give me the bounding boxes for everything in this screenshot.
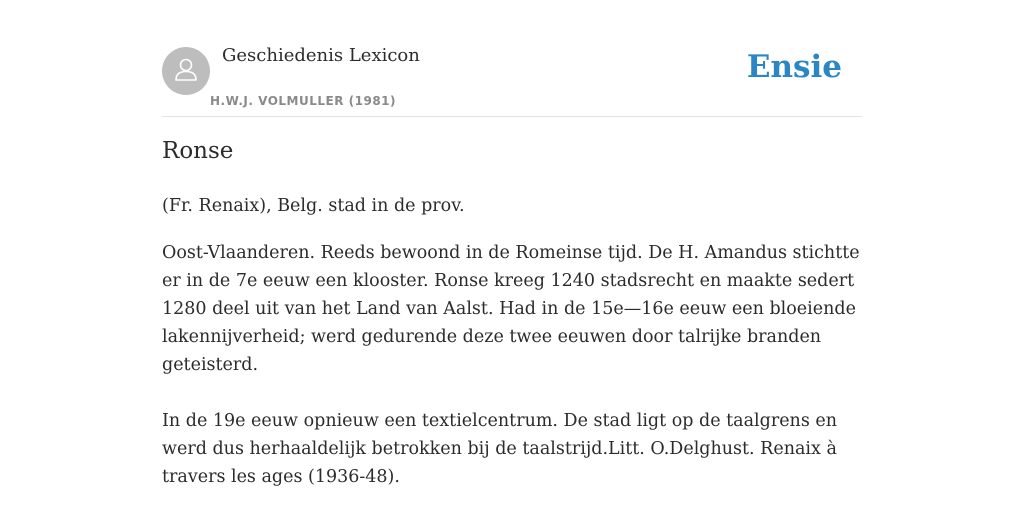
entry-title: Ronse	[162, 138, 234, 164]
ensie-logo-link[interactable]: Ensie	[746, 49, 842, 85]
avatar[interactable]	[162, 47, 210, 95]
user-silhouette-icon	[172, 55, 200, 87]
source-title[interactable]: Geschiedenis Lexicon	[222, 45, 420, 66]
source-header	[162, 0, 862, 117]
entry-page	[162, 0, 862, 487]
entry-paragraph-lead: (Fr. Renaix), Belg. stad in de prov.	[162, 196, 465, 216]
entry-paragraph-second: In de 19e eeuw opnieuw een textielcentrum. De stad ligt op de taalgrens en werd dus herhaaldelijk betrokken bij de taalstrijd.Litt. O.Delghust. Renaix à travers les ages (1936-48).	[162, 411, 837, 487]
entry-paragraph-main: Oost-Vlaanderen. Reeds bewoond in de Romeinse tijd. De H. Amandus stichtte er in de 7e eeuw een klooster. Ronse kreeg 1240 stadsrecht en maakte sedert 1280 deel uit van het Land van Aalst. Had in de 15e—16e eeuw een bloeiende lakennijverheid; werd gedurende deze twee eeuwen door talrijke branden geteisterd.	[162, 243, 860, 375]
source-author: H.W.J. VOLMULLER (1981)	[210, 94, 397, 108]
